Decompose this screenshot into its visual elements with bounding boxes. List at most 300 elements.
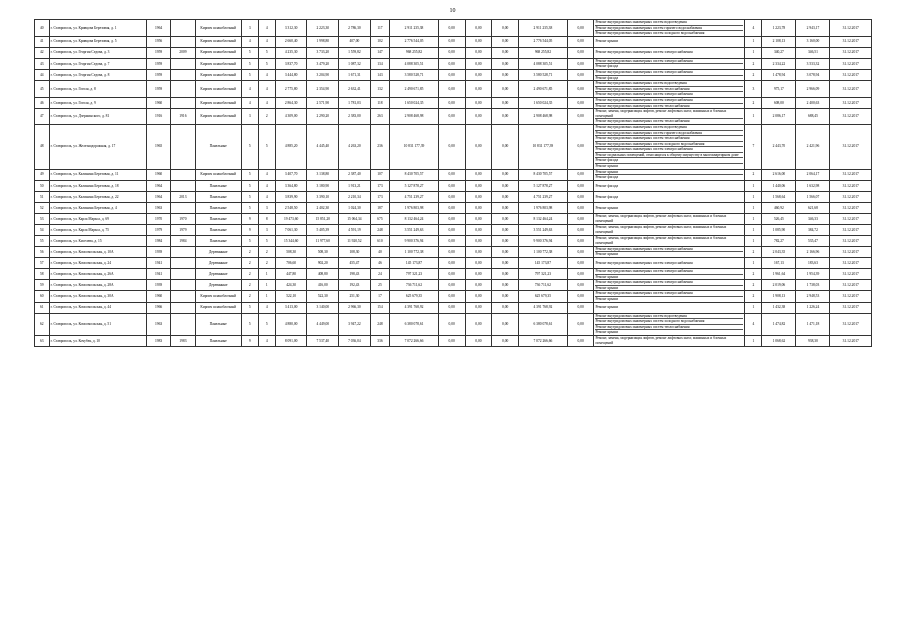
cell-c2: 0,00 — [465, 213, 492, 224]
cell-c1: 0,00 — [438, 124, 465, 169]
cell-area_res: 1 998,80 — [307, 36, 339, 47]
cell-area_liv: 108,30 — [339, 246, 371, 257]
work-item: Ремонт, замена, модернизация лифтов, ремонт лифтовых шахт, машинных и блочных помещений — [595, 109, 743, 119]
cell-c2: 0,00 — [465, 246, 492, 257]
cell-no: 54 — [35, 224, 50, 235]
cell-c2: 0,00 — [465, 97, 492, 108]
cell-cost: 8 430 705,57 — [390, 169, 439, 180]
cell-cost2: 8 132 464,24 — [519, 213, 568, 224]
cell-floors: 2 — [241, 280, 258, 291]
cell-u2: 2 166,96 — [796, 246, 830, 257]
cell-year: 1941 — [146, 269, 170, 280]
cell-material: Кирпич шлакоблочный — [195, 20, 241, 37]
cell-addr: г. Ставрополь, ул. Карла Маркса, д. 75 — [49, 224, 146, 235]
cell-c1: 0,00 — [438, 191, 465, 202]
cell-addr: г. Ставрополь, ул. Кочубея, д. 10 — [49, 335, 146, 346]
cell-c1: 0,00 — [438, 335, 465, 346]
cell-c1: 0,00 — [438, 58, 465, 69]
work-item: Ремонт внутридомовых инженерных систем теплоснабжения — [595, 136, 743, 142]
cell-cost2: 1 976 803,98 — [519, 202, 568, 213]
cell-no: 44 — [35, 69, 50, 80]
cell-area_res: 15 851,20 — [307, 213, 339, 224]
cell-area_res: 3 390,10 — [307, 191, 339, 202]
cell-area_total: 522,10 — [275, 291, 307, 302]
cell-date: 31.12.2017 — [830, 291, 872, 302]
cell-date: 31.12.2017 — [830, 169, 872, 180]
cell-date: 31.12.2017 — [830, 235, 872, 246]
cell-people: 132 — [370, 81, 389, 98]
cell-date: 31.12.2017 — [830, 269, 872, 280]
cell-entrances: 4 — [258, 69, 275, 80]
cell-c3: 0,00 — [492, 269, 519, 280]
cell-date: 31.12.2017 — [830, 58, 872, 69]
cell-floors: 5 — [241, 191, 258, 202]
cell-u1: 1 085,90 — [762, 224, 796, 235]
cell-c3: 0,00 — [492, 47, 519, 58]
cell-people: 46 — [370, 258, 389, 269]
cell-entrances: 5 — [258, 235, 275, 246]
cell-people: 675 — [370, 213, 389, 224]
cell-year2 — [171, 258, 195, 269]
cell-year: 1959 — [146, 58, 170, 69]
cell-area_total: 3 444,80 — [275, 69, 307, 80]
cell-u1: 1 432,38 — [762, 302, 796, 313]
cell-c2: 0,00 — [465, 69, 492, 80]
work-item: Ремонт крыши — [595, 205, 619, 210]
capital-repair-table — [34, 19, 872, 347]
cell-floors: 2 — [241, 258, 258, 269]
cell-people: 40 — [370, 246, 389, 257]
cell-people: 25 — [370, 280, 389, 291]
work-item: Ремонт внутридомовых инженерных систем холодного водоснабжения — [595, 31, 705, 36]
cell-people: 263 — [370, 109, 389, 125]
cell-c4: 0,00 — [567, 191, 594, 202]
cell-c1: 0,00 — [438, 313, 465, 335]
cell-works — [594, 280, 745, 291]
cell-works — [594, 109, 745, 125]
cell-addr: г. Ставрополь, ул. Кривцова Березовая, д. 5 — [49, 36, 146, 47]
cell-material: Панельные — [195, 202, 241, 213]
cell-floors: 5 — [241, 302, 258, 313]
cell-addr: г. Ставрополь, ул. Георгия Седова, д. 8 — [49, 69, 146, 80]
cell-year: 1956 — [146, 36, 170, 47]
cell-date: 31.12.2017 — [830, 202, 872, 213]
cell-material: Панельные — [195, 124, 241, 169]
work-item: Ремонт внутридомовых инженерных систем горячего водоснабжения — [595, 26, 743, 32]
cell-no: 53 — [35, 213, 50, 224]
cell-cost2: 2 490 671,85 — [519, 81, 568, 98]
cell-year2: 2009 — [171, 47, 195, 58]
work-item: Ремонт внутридомовых инженерных систем электроснабжения — [595, 50, 693, 55]
cell-u1: 526,45 — [762, 213, 796, 224]
cell-works — [594, 47, 745, 58]
cell-material: Кирпич шлакоблочный — [195, 58, 241, 69]
cell-area_liv: 198,43 — [339, 269, 371, 280]
cell-material: Кирпич шлакоблочный — [195, 81, 241, 98]
table-row — [35, 97, 872, 108]
cell-cnt: 1 — [745, 47, 762, 58]
cell-entrances: 5 — [258, 58, 275, 69]
cell-entrances: 4 — [258, 302, 275, 313]
work-item: Ремонт внутридомовых инженерных систем водоотведения — [595, 125, 743, 131]
cell-material: Панельные — [195, 235, 241, 246]
cell-cost: 7 072 266,66 — [390, 335, 439, 346]
cell-floors: 2 — [241, 269, 258, 280]
cell-works — [594, 81, 745, 98]
cell-people: 336 — [370, 335, 389, 346]
cell-c4: 0,00 — [567, 109, 594, 125]
cell-no: 46 — [35, 97, 50, 108]
cell-addr: г. Ставрополь, ул. Комсомольская, д. 24 — [49, 258, 146, 269]
cell-no: 52 — [35, 202, 50, 213]
cell-year2 — [171, 280, 195, 291]
work-item: Ремонт внутридомовых инженерных систем водоотведения — [595, 314, 743, 320]
cell-c3: 0,00 — [492, 313, 519, 335]
cell-c3: 0,00 — [492, 180, 519, 191]
cell-u2: 2 421,96 — [796, 124, 830, 169]
cell-material: Кирпич шлакоблочный — [195, 47, 241, 58]
work-item: Ремонт внутридомовых инженерных систем теплоснабжения — [595, 119, 690, 124]
cell-area_res: 2 223,30 — [307, 20, 339, 37]
cell-people: 147 — [370, 47, 389, 58]
cell-c1: 0,00 — [438, 109, 465, 125]
cell-u2: 346,51 — [796, 47, 830, 58]
cell-c4: 0,00 — [567, 169, 594, 180]
cell-people: 118 — [370, 97, 389, 108]
cell-c2: 0,00 — [465, 180, 492, 191]
cell-floors: 9 — [241, 213, 258, 224]
cell-u1: 1 068,62 — [762, 335, 796, 346]
cell-cnt: 1 — [745, 109, 762, 125]
cell-year2: 1970 — [171, 213, 195, 224]
cell-cost: 145 173,87 — [390, 258, 439, 269]
cell-works — [594, 224, 745, 235]
cell-cost2: 3 580 528,71 — [519, 69, 568, 80]
cell-area_res: 4 449,00 — [307, 313, 339, 335]
cell-no: 55 — [35, 235, 50, 246]
table-row — [35, 69, 872, 80]
cell-cost: 968 255,82 — [390, 47, 439, 58]
cell-year2 — [171, 180, 195, 191]
work-item: Ремонт фасада — [595, 64, 619, 69]
cell-u2: 2 400,63 — [796, 97, 830, 108]
cell-c3: 0,00 — [492, 191, 519, 202]
cell-u1: 2 086,17 — [762, 109, 796, 125]
cell-addr: г. Ставрополь, ул. Киселева, д. 15 — [49, 235, 146, 246]
cell-addr: г. Ставрополь, ул. Комсомольская, д. 26А — [49, 269, 146, 280]
cell-c1: 0,00 — [438, 258, 465, 269]
work-item: Ремонт крыши — [595, 274, 619, 279]
table-row — [35, 58, 872, 69]
cell-area_total: 2 864,30 — [275, 97, 307, 108]
work-item: Ремонт подвальных помещений, относящихся к общему имуществу в многоквартирном доме — [595, 153, 743, 159]
cell-year2 — [171, 246, 195, 257]
cell-u2: 1 954,39 — [796, 269, 830, 280]
cell-area_liv: 15 064,34 — [339, 213, 371, 224]
cell-works — [594, 213, 745, 224]
cell-area_res: 416,00 — [307, 280, 339, 291]
cell-cost: 8 132 464,24 — [390, 213, 439, 224]
cell-addr: г. Ставрополь, ул. Железнодорожная, д. 17 — [49, 124, 146, 169]
work-item: Ремонт крыши — [595, 39, 619, 44]
work-item: Ремонт внутридомовых инженерных систем холодного водоснабжения — [595, 319, 743, 325]
cell-area_liv: 4 591,19 — [339, 224, 371, 235]
cell-people: 187 — [370, 202, 389, 213]
cell-area_res: 2 571,90 — [307, 97, 339, 108]
cell-addr: г. Ставрополь, ул. Карла Маркса, д. 69 — [49, 213, 146, 224]
cell-cnt: 3 — [745, 81, 762, 98]
cell-area_total: 2 775,80 — [275, 81, 307, 98]
cell-entrances: 1 — [258, 269, 275, 280]
cell-c1: 0,00 — [438, 302, 465, 313]
cell-material: Панельные — [195, 313, 241, 335]
cell-c1: 0,00 — [438, 36, 465, 47]
cell-u2: 2 948,53 — [796, 291, 830, 302]
cell-year2: 1984 — [171, 235, 195, 246]
cell-year2: 1916 — [171, 109, 195, 125]
cell-u2: 3 078,94 — [796, 69, 830, 80]
table-row — [35, 169, 872, 180]
cell-people: 117 — [370, 20, 389, 37]
cell-floors: 4 — [241, 81, 258, 98]
cell-c3: 0,00 — [492, 280, 519, 291]
cell-year: 1964 — [146, 20, 170, 37]
cell-year2 — [171, 313, 195, 335]
cell-entrances: 5 — [258, 124, 275, 169]
cell-area_total: 3 407,70 — [275, 169, 307, 180]
cell-cost2: 4 751 239,27 — [519, 191, 568, 202]
cell-area_liv: 407,00 — [339, 36, 371, 47]
cell-area_total: 8 091,00 — [275, 335, 307, 346]
cell-cost: 5 127 878,27 — [390, 180, 439, 191]
cell-c1: 0,00 — [438, 97, 465, 108]
cell-u1: 1 223,78 — [762, 20, 796, 37]
cell-addr: г. Ставрополь, ул. Кривцова Березовая, д. 1 — [49, 20, 146, 37]
cell-entrances: 2 — [258, 246, 275, 257]
cell-works — [594, 246, 745, 257]
cell-cost2: 2 911 235,38 — [519, 20, 568, 37]
cell-cost2: 4 088 305,51 — [519, 58, 568, 69]
work-item: Ремонт внутридомовых инженерных систем электроснабжения — [595, 92, 693, 97]
cell-area_liv: 2 632,41 — [339, 81, 371, 98]
cell-c3: 0,00 — [492, 202, 519, 213]
cell-area_total: 424,30 — [275, 280, 307, 291]
cell-cnt: 2 — [745, 97, 762, 108]
cell-floors: 5 — [241, 202, 258, 213]
cell-area_liv: 1 781,03 — [339, 97, 371, 108]
cell-c2: 0,00 — [465, 313, 492, 335]
table-row — [35, 124, 872, 169]
cell-no: 47 — [35, 109, 50, 125]
cell-u1: 1 908,13 — [762, 291, 796, 302]
table-row — [35, 109, 872, 125]
cell-entrances: 1 — [258, 280, 275, 291]
cell-area_liv: 4 263,20 — [339, 124, 371, 169]
cell-u2: 688,45 — [796, 109, 830, 125]
cell-no: 57 — [35, 258, 50, 269]
cell-material: Кирпич шлакоблочный — [195, 169, 241, 180]
cell-floors: 3 — [241, 20, 258, 37]
cell-u1: 1 568,64 — [762, 191, 796, 202]
cell-cost2: 1 100 772,38 — [519, 246, 568, 257]
cell-cost: 2 908 468,98 — [390, 109, 439, 125]
work-item: Ремонт крыши — [595, 164, 619, 169]
cell-area_res: 508,30 — [307, 246, 339, 257]
cell-year: 1964 — [146, 191, 170, 202]
cell-c3: 0,00 — [492, 224, 519, 235]
cell-cost2: 7 072 266,66 — [519, 335, 568, 346]
cell-material: Кирпич шлакоблочный — [195, 69, 241, 80]
cell-people: 143 — [370, 69, 389, 80]
cell-people: 17 — [370, 291, 389, 302]
cell-entrances: 2 — [258, 258, 275, 269]
cell-date: 31.12.2017 — [830, 246, 872, 257]
cell-works — [594, 69, 745, 80]
cell-year: 1941 — [146, 258, 170, 269]
cell-u1: 2 616,00 — [762, 169, 796, 180]
cell-material: Кирпич шлакоблочный — [195, 302, 241, 313]
cell-works — [594, 302, 745, 313]
cell-floors: 5 — [241, 124, 258, 169]
cell-date: 31.12.2017 — [830, 36, 872, 47]
cell-c1: 0,00 — [438, 20, 465, 37]
cell-u2: 535,47 — [796, 235, 830, 246]
cell-works — [594, 335, 745, 346]
cell-year: 1963 — [146, 202, 170, 213]
cell-c3: 0,00 — [492, 246, 519, 257]
cell-entrances: 4 — [258, 81, 275, 98]
work-item: Ремонт внутридомовых инженерных систем электроснабжения — [595, 247, 743, 253]
cell-u2: 3 533,32 — [796, 58, 830, 69]
cell-year: 1960 — [146, 291, 170, 302]
work-item: Ремонт внутридомовых инженерных систем теплоснабжения — [595, 87, 743, 93]
cell-area_liv: 1 559,82 — [339, 47, 371, 58]
cell-date: 31.12.2017 — [830, 280, 872, 291]
cell-date: 31.12.2017 — [830, 335, 872, 346]
cell-material: Панельные — [195, 213, 241, 224]
cell-works — [594, 97, 745, 108]
cell-cost2: 2 776 544,05 — [519, 36, 568, 47]
cell-no: 45 — [35, 81, 50, 98]
work-item: Ремонт фасада — [595, 183, 619, 188]
cell-c2: 0,00 — [465, 20, 492, 37]
cell-date: 31.12.2017 — [830, 47, 872, 58]
cell-addr: г. Ставрополь, ул. Калинина Березовая, д. 18 — [49, 180, 146, 191]
cell-year: 1984 — [146, 235, 170, 246]
cell-year: 1966 — [146, 302, 170, 313]
cell-year: 1960 — [146, 97, 170, 108]
cell-people: 173 — [370, 180, 389, 191]
cell-people: 610 — [370, 235, 389, 246]
cell-cnt: 1 — [745, 180, 762, 191]
cell-area_res: 3 140,00 — [307, 302, 339, 313]
cell-entrances: 4 — [258, 180, 275, 191]
cell-no: 56 — [35, 246, 50, 257]
cell-cost: 736 711,62 — [390, 280, 439, 291]
cell-floors: 5 — [241, 47, 258, 58]
cell-area_total: 2 660,40 — [275, 36, 307, 47]
cell-area_total: 706,60 — [275, 258, 307, 269]
cell-entrances: 4 — [258, 169, 275, 180]
cell-cnt: 4 — [745, 20, 762, 37]
cell-material: Кирпич шлакоблочный — [195, 291, 241, 302]
cell-c2: 0,00 — [465, 109, 492, 125]
cell-area_liv: 1 087,32 — [339, 58, 371, 69]
cell-entrances: 4 — [258, 97, 275, 108]
cell-people: 154 — [370, 302, 389, 313]
cell-cnt: 4 — [745, 313, 762, 335]
cell-no: 59 — [35, 280, 50, 291]
cell-c4: 0,00 — [567, 69, 594, 80]
cell-u2: 2 064,17 — [796, 169, 830, 180]
cell-cost: 4 391 768,92 — [390, 302, 439, 313]
cell-c2: 0,00 — [465, 235, 492, 246]
cell-no: 50 — [35, 180, 50, 191]
cell-c2: 0,00 — [465, 280, 492, 291]
cell-c4: 0,00 — [567, 302, 594, 313]
cell-date: 31.12.2017 — [830, 20, 872, 37]
cell-date: 31.12.2017 — [830, 224, 872, 235]
cell-cnt: 2 — [745, 269, 762, 280]
cell-area_liv: 2 383,00 — [339, 109, 371, 125]
cell-c3: 0,00 — [492, 69, 519, 80]
cell-area_total: 4 885,20 — [275, 124, 307, 169]
cell-c1: 0,00 — [438, 47, 465, 58]
work-item: Ремонт фасада — [595, 75, 619, 80]
cell-works — [594, 202, 745, 213]
cell-u1: 975,17 — [762, 81, 796, 98]
cell-c4: 0,00 — [567, 180, 594, 191]
cell-area_res: 3 180,90 — [307, 180, 339, 191]
cell-cost2: 625 679,35 — [519, 291, 568, 302]
cell-area_liv: 192,43 — [339, 280, 371, 291]
cell-c4: 0,00 — [567, 280, 594, 291]
cell-floors: 9 — [241, 335, 258, 346]
cell-people: 24 — [370, 269, 389, 280]
cell-c3: 0,00 — [492, 258, 519, 269]
cell-c1: 0,00 — [438, 180, 465, 191]
cell-cnt: 1 — [745, 235, 762, 246]
table-row — [35, 224, 872, 235]
cell-material: Деревянные — [195, 246, 241, 257]
work-item: Ремонт крыши — [595, 305, 619, 310]
cell-u2: 2 966,09 — [796, 81, 830, 98]
cell-floors: 5 — [241, 180, 258, 191]
cell-u1: 2 443,70 — [762, 124, 796, 169]
work-item: Ремонт внутридомовых инженерных систем электроснабжения — [595, 70, 743, 76]
cell-entrances: 4 — [258, 36, 275, 47]
cell-c3: 0,00 — [492, 20, 519, 37]
table-row — [35, 246, 872, 257]
cell-addr: г. Ставрополь, ул. Георгия Седова, д. 3 — [49, 47, 146, 58]
cell-c4: 0,00 — [567, 124, 594, 169]
work-item: Ремонт крыши — [595, 285, 619, 290]
cell-people: 248 — [370, 224, 389, 235]
cell-works — [594, 269, 745, 280]
cell-c4: 0,00 — [567, 36, 594, 47]
cell-area_liv: 7 036,04 — [339, 335, 371, 346]
cell-year2 — [171, 81, 195, 98]
cell-c2: 0,00 — [465, 191, 492, 202]
cell-c4: 0,00 — [567, 235, 594, 246]
cell-c3: 0,00 — [492, 36, 519, 47]
cell-date: 31.12.2017 — [830, 313, 872, 335]
cell-c4: 0,00 — [567, 81, 594, 98]
cell-entrances: 5 — [258, 313, 275, 335]
table-row — [35, 335, 872, 346]
cell-area_res: 902,20 — [307, 258, 339, 269]
cell-addr: г. Ставрополь, ул. Комсомольская, д. 28А — [49, 280, 146, 291]
